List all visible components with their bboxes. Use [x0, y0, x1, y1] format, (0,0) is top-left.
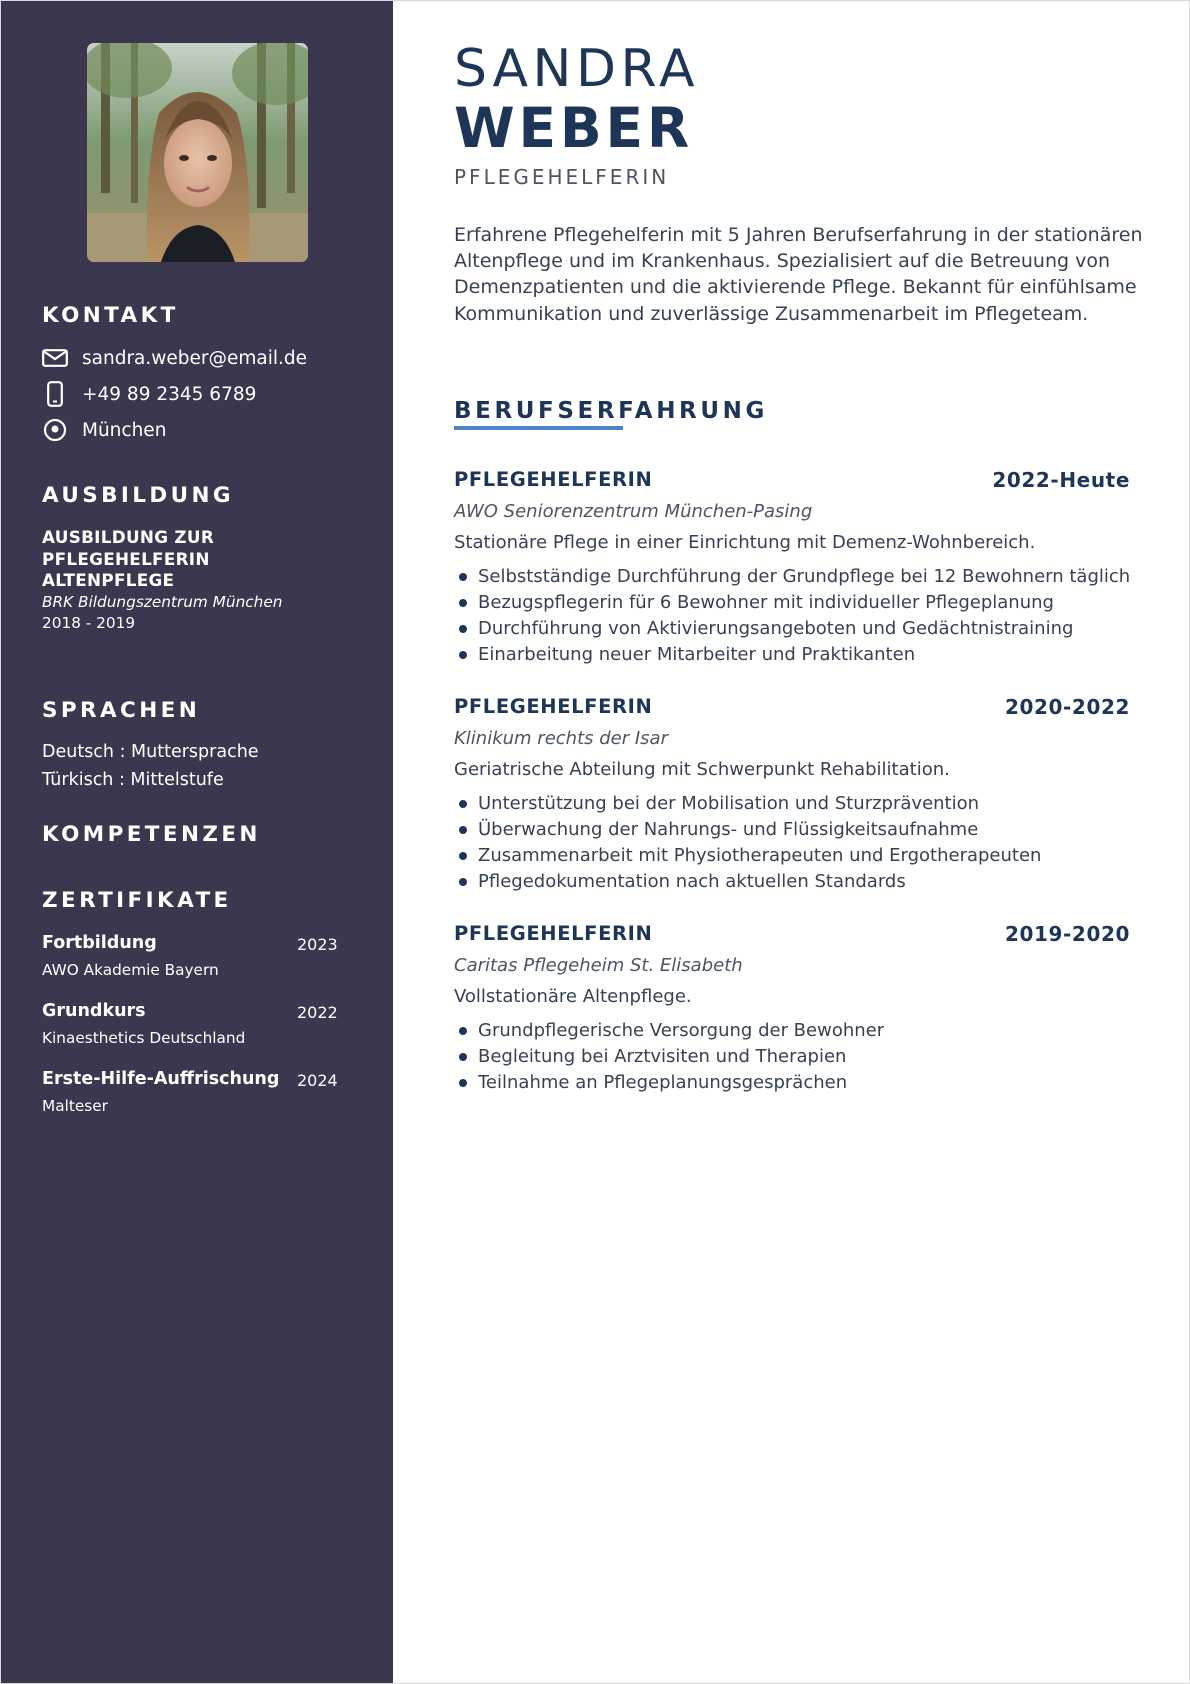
job-title: PFLEGEHELFERIN	[454, 695, 653, 718]
profile-photo-illustration	[87, 43, 308, 262]
list-item: Begleitung bei Arztvisiten und Therapien	[454, 1044, 884, 1070]
phone-text: +49 89 2345 6789	[82, 383, 257, 405]
job-title: PFLEGEHELFERIN	[454, 922, 653, 945]
location-pin-icon	[41, 416, 69, 444]
job-entry	[454, 468, 1131, 665]
job-entry	[454, 922, 1130, 1093]
job-description: Vollstationäre Altenpflege.	[454, 986, 692, 1007]
list-item: Teilnahme an Pflegeplanungsgesprächen	[454, 1070, 884, 1096]
list-item: Bezugspflegerin für 6 Bewohner mit individueller Pflegeplanung	[454, 590, 1130, 616]
first-name: SANDRA	[454, 39, 700, 99]
job-bullets	[454, 791, 1041, 895]
education-heading: AUSBILDUNG	[42, 483, 234, 508]
sidebar	[1, 1, 393, 1683]
languages-heading: SPRACHEN	[42, 698, 201, 723]
contact-phone[interactable]	[41, 380, 256, 408]
certificate-name: Erste-Hilfe-Auffrischung	[42, 1069, 280, 1089]
certificate-name: Fortbildung	[42, 933, 157, 953]
email-text: sandra.weber@email.de	[82, 347, 308, 369]
contact-location	[41, 416, 166, 444]
certificate-org: Malteser	[42, 1097, 108, 1115]
location-text: München	[82, 419, 167, 441]
certificate-org: AWO Akademie Bayern	[42, 961, 219, 979]
certificate-year: 2023	[297, 935, 338, 954]
job-company: Klinikum rechts der Isar	[454, 728, 668, 749]
job-description: Geriatrische Abteilung mit Schwerpunkt Rehabilitation.	[454, 759, 950, 780]
contact-email[interactable]	[41, 344, 307, 372]
job-bullets	[454, 1018, 884, 1096]
list-item: Zusammenarbeit mit Physiotherapeuten und Ergotherapeuten	[454, 843, 1041, 869]
list-item: Überwachung der Nahrungs- und Flüssigkeitsaufnahme	[454, 817, 1041, 843]
list-item: Grundpflegerische Versorgung der Bewohner	[454, 1018, 884, 1044]
certificate-year: 2024	[297, 1071, 338, 1090]
experience-heading: BERUFSERFAHRUNG	[454, 398, 768, 424]
education-title: AUSBILDUNG ZUR PFLEGEHELFERIN ALTENPFLEGE	[42, 527, 215, 590]
list-item: Durchführung von Aktivierungsangeboten und Gedächtnistraining	[454, 616, 1130, 642]
job-entry	[454, 695, 1130, 892]
job-dates: 2020-2022	[1004, 695, 1130, 719]
certificate-name: Grundkurs	[42, 1001, 146, 1021]
envelope-icon	[41, 344, 69, 372]
education-entry	[42, 527, 342, 635]
phone-icon	[41, 380, 69, 408]
skills-heading: KOMPETENZEN	[42, 822, 261, 847]
list-item: Einarbeitung neuer Mitarbeiter und Praktikanten	[454, 642, 1130, 668]
certificate-org: Kinaesthetics Deutschland	[42, 1029, 246, 1047]
job-description: Stationäre Pflege in einer Einrichtung mit Demenz-Wohnbereich.	[454, 532, 1036, 553]
contact-heading: KONTAKT	[42, 303, 179, 328]
language-item: Deutsch : Muttersprache	[42, 742, 259, 762]
profile-photo	[87, 43, 308, 262]
language-item: Türkisch : Mittelstufe	[42, 770, 224, 790]
profile-summary: Erfahrene Pflegehelferin mit 5 Jahren Berufserfahrung in der stationären Altenpflege und im Krankenhaus. Spezialisiert auf die Betreuung von Demenzpatienten und die aktivierende Pflege. Bekannt für einfühlsame Kommunikation und zuverlässige Zusammenarbeit im Pflegeteam.	[454, 224, 1143, 325]
job-company: Caritas Pflegeheim St. Elisabeth	[454, 955, 743, 976]
list-item: Unterstützung bei der Mobilisation und Sturzprävention	[454, 791, 1041, 817]
certificate-year: 2022	[297, 1003, 338, 1022]
heading-underline	[454, 426, 623, 430]
list-item: Pflegedokumentation nach aktuellen Standards	[454, 869, 1041, 895]
job-company: AWO Seniorenzentrum München-Pasing	[454, 501, 813, 522]
last-name: WEBER	[454, 96, 694, 160]
certificates-heading: ZERTIFIKATE	[42, 888, 232, 913]
education-school: BRK Bildungszentrum München	[42, 592, 283, 611]
list-item: Selbstständige Durchführung der Grundpflege bei 12 Bewohnern täglich	[454, 564, 1130, 590]
job-dates: 2022-Heute	[992, 468, 1130, 492]
job-bullets	[454, 564, 1130, 668]
education-years: 2018 - 2019	[42, 614, 136, 632]
job-dates: 2019-2020	[1004, 922, 1130, 946]
job-title: PFLEGEHELFERIN	[454, 468, 653, 491]
job-role: PFLEGEHELFERIN	[454, 165, 670, 189]
